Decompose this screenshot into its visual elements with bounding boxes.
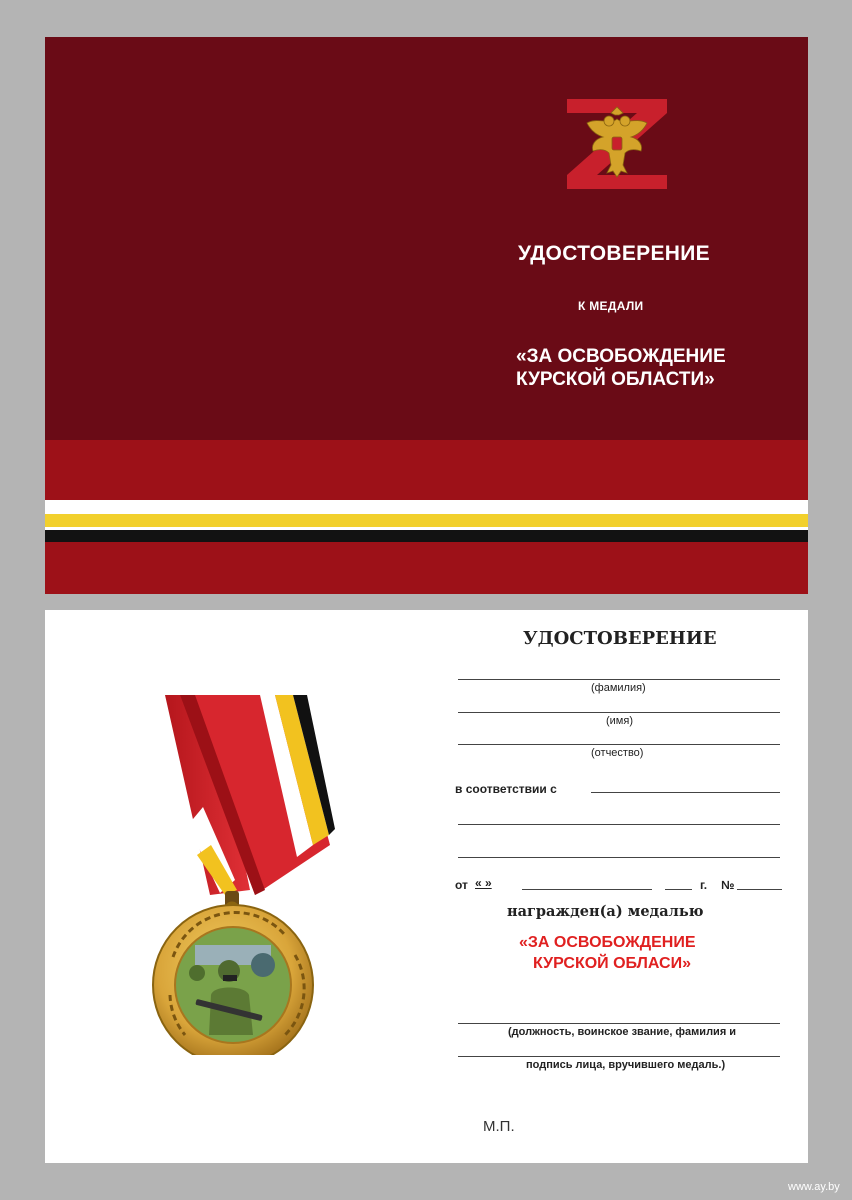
- cover-stripe-red-top: [45, 440, 808, 500]
- medal-name-line1: «ЗА ОСВОБОЖДЕНИЕ: [519, 934, 696, 951]
- cover-stripe-red-bottom: [45, 542, 808, 594]
- cover-stripe-white: [45, 500, 808, 514]
- position-caption: (должность, воинское звание, фамилия и: [508, 1026, 737, 1038]
- form-title: УДОСТОВЕРЕНИЕ: [523, 628, 717, 649]
- from-label: от: [455, 878, 468, 892]
- cover-stripe-black: [45, 530, 808, 542]
- medal-with-soldier-icon: [125, 695, 340, 1055]
- presenter-line-1[interactable]: [458, 1023, 780, 1024]
- patronymic-line[interactable]: [458, 744, 780, 745]
- stamp-place-label: М.П.: [483, 1118, 515, 1135]
- patronymic-caption: (отчество): [591, 747, 644, 759]
- number-line[interactable]: [737, 889, 782, 890]
- presenter-line-2[interactable]: [458, 1056, 780, 1057]
- number-label: №: [721, 878, 735, 892]
- cover-medal-name: [516, 345, 726, 391]
- surname-caption: (фамилия): [591, 682, 646, 694]
- date-month-line[interactable]: [522, 889, 652, 890]
- year-line[interactable]: [665, 889, 692, 890]
- cover-subtitle: К МЕДАЛИ: [578, 299, 644, 313]
- cover-medal-line2: КУРСКОЙ ОБЛАСТИ»: [516, 369, 715, 390]
- z-eagle-emblem-icon: [567, 99, 667, 189]
- year-label: г.: [700, 878, 708, 892]
- awarded-label: награжден(а) медалью: [507, 903, 704, 920]
- watermark: www.ay.by: [788, 1181, 840, 1193]
- in-accordance-label: в соответствии с: [455, 782, 557, 796]
- basis-line-2[interactable]: [458, 857, 780, 858]
- medal-name: [519, 932, 696, 974]
- cover-stripe-yellow: [45, 514, 808, 527]
- name-line[interactable]: [458, 712, 780, 713]
- date-quotes[interactable]: « »: [475, 876, 492, 890]
- medal-name-line2: КУРСКОЙ ОБЛАСИ»: [533, 955, 691, 972]
- in-accordance-line[interactable]: [591, 792, 780, 793]
- signature-caption: подпись лица, вручившего медаль.): [526, 1059, 726, 1071]
- cover-medal-line1: «ЗА ОСВОБОЖДЕНИЕ: [516, 346, 726, 367]
- surname-line[interactable]: [458, 679, 780, 680]
- certificate-cover: [45, 37, 808, 594]
- basis-line-1[interactable]: [458, 824, 780, 825]
- name-caption: (имя): [606, 715, 633, 727]
- certificate-inner-page: [45, 610, 808, 1163]
- cover-title: УДОСТОВЕРЕНИЕ: [518, 242, 710, 265]
